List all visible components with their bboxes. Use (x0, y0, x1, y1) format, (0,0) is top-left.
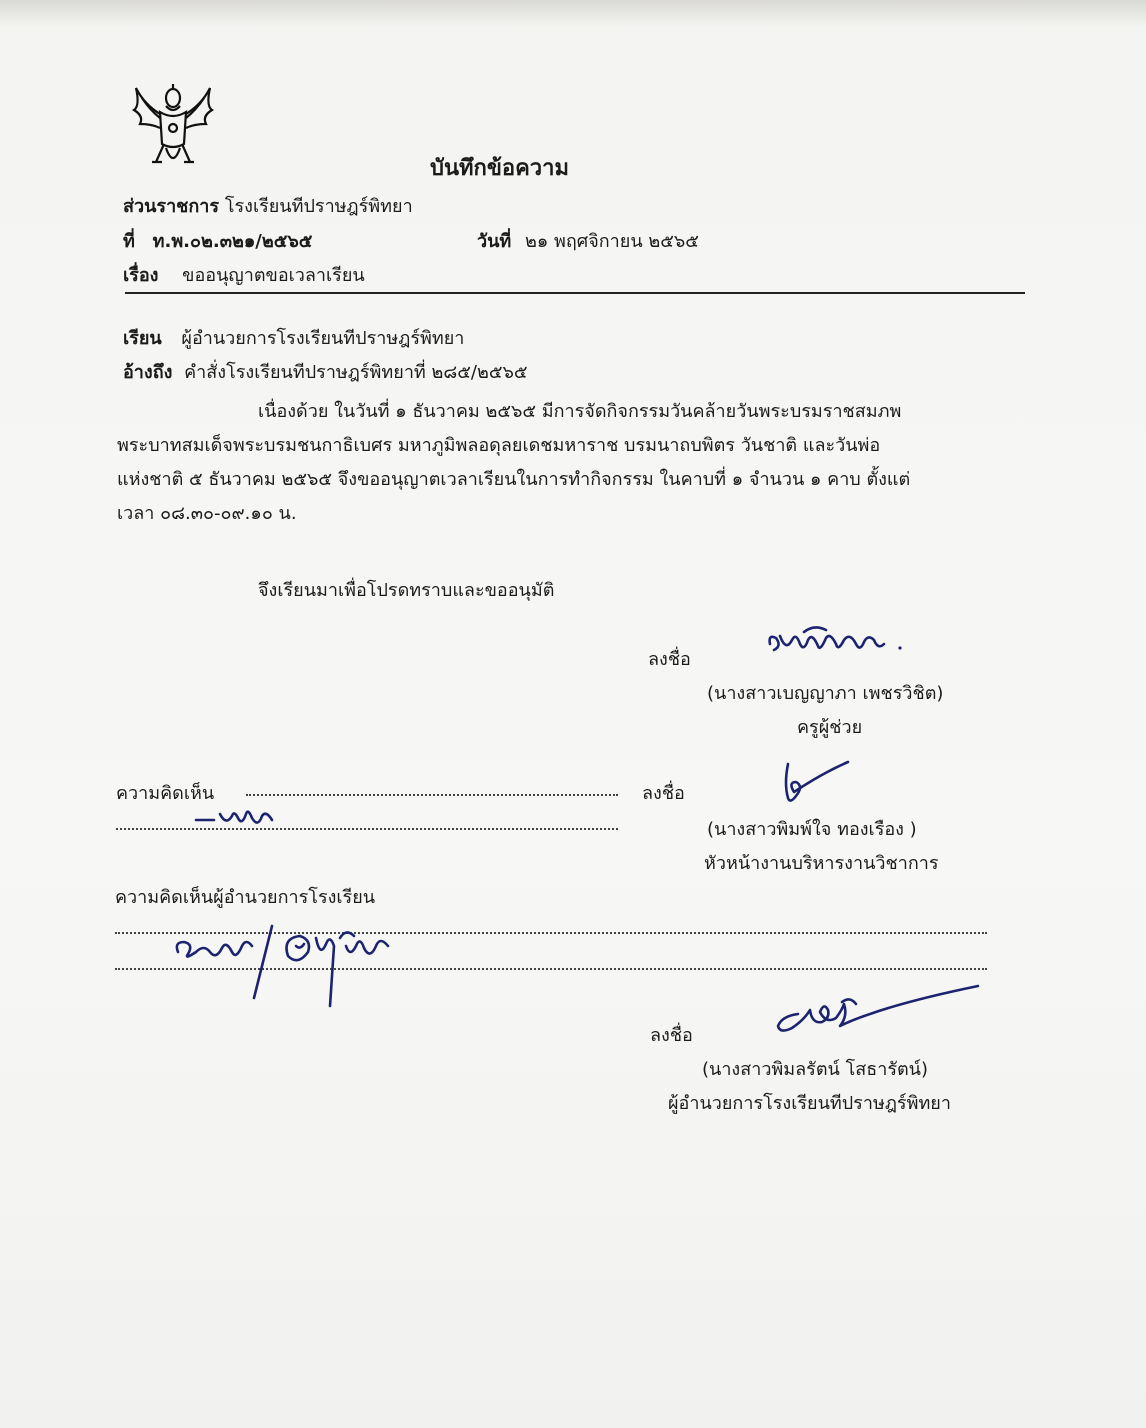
date-value: ๒๑ พฤศจิกายน ๒๕๖๕ (525, 231, 699, 252)
date-row (477, 226, 699, 255)
head-name: (นางสาวพิมพ์ใจ ทองเรือง ) (707, 819, 917, 840)
body-line-1: เนื่องด้วย ในวันที่ ๑ ธันวาคม ๒๕๖๕ มีการจัดกิจกรรมวันคล้ายวันพระบรมราชสมภพ (258, 401, 902, 422)
body-line-4: เวลา ๐๘.๓๐-๐๙.๑๐ น. (117, 503, 297, 524)
subject-value: ขออนุญาตขอเวลาเรียน (182, 265, 365, 286)
director-signature-image (770, 980, 984, 1042)
teacher-name: (นางสาวเบญญาภา เพชรวิชิต) (707, 683, 944, 704)
agency-row (123, 191, 413, 220)
teacher-sign-label: ลงชื่อ (648, 649, 691, 670)
agency-value: โรงเรียนทีปราษฎร์พิทยา (224, 196, 413, 217)
director-sign-label: ลงชื่อ (650, 1025, 693, 1046)
head-opinion-handwriting (192, 804, 282, 832)
to-row (123, 323, 464, 352)
subject-label: เรื่อง (123, 265, 159, 286)
to-label: เรียน (123, 328, 162, 349)
agency-label: ส่วนราชการ (123, 196, 220, 217)
head-opinion-label: ความคิดเห็น (116, 783, 215, 804)
body-line-3: แห่งชาติ ๕ ธันวาคม ๒๕๖๕ จึงขออนุญาตเวลาเรียนในการทำกิจกรรม ในคาบที่ ๑ จำนวน ๑ คาบ ตั้งแต่ (117, 469, 911, 490)
teacher-signature-image (764, 622, 924, 666)
date-label: วันที่ (477, 231, 512, 252)
head-position: หัวหน้างานบริหารงานวิชาการ (704, 853, 939, 874)
garuda-emblem-icon (130, 84, 216, 172)
teacher-position: ครูผู้ช่วย (797, 717, 863, 738)
ref-value: ท.พ.๐๒.๓๒๑/๒๕๖๕ (152, 231, 313, 252)
closing-text: จึงเรียนมาเพื่อโปรดทราบและขออนุมัติ (258, 580, 555, 601)
subject-row (123, 260, 365, 289)
head-opinion-dotted-line-1 (246, 794, 618, 796)
ref-label: ที่ (123, 231, 135, 252)
refer-row (123, 357, 528, 386)
ref-row (123, 226, 312, 255)
memo-title: บันทึกข้อความ (430, 156, 570, 181)
refer-label: อ้างถึง (123, 362, 173, 383)
director-position: ผู้อำนวยการโรงเรียนทีปราษฎร์พิทยา (668, 1093, 951, 1114)
director-name: (นางสาวพิมลรัตน์ โสธารัตน์) (702, 1059, 929, 1080)
to-value: ผู้อำนวยการโรงเรียนทีปราษฎร์พิทยา (181, 328, 465, 349)
body-line-2: พระบาทสมเด็จพระบรมชนกาธิเบศร มหาภูมิพลอดุลยเดชมหาราช บรมนาถบพิตร วันชาติ และวันพ่อ (117, 435, 881, 456)
header-divider (125, 292, 1025, 294)
refer-value: คำสั่งโรงเรียนทีปราษฎร์พิทยาที่ ๒๘๕/๒๕๖๕ (184, 362, 528, 383)
director-opinion-label: ความคิดเห็นผู้อำนวยการโรงเรียน (115, 887, 376, 908)
head-sign-label: ลงชื่อ (642, 783, 685, 804)
director-opinion-handwriting (170, 916, 420, 1016)
head-signature-image (776, 758, 856, 810)
